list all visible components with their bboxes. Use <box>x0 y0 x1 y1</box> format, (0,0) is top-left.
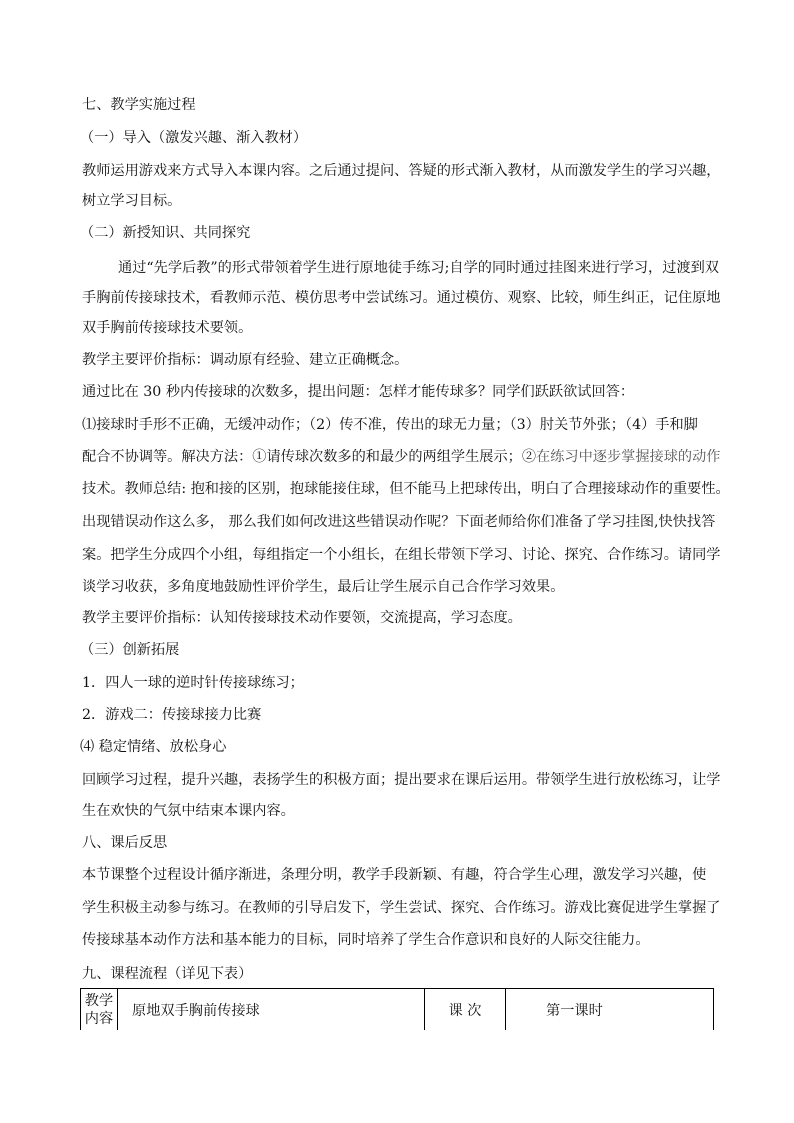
section-7-heading: 七、教学实施过程 <box>82 97 196 113</box>
text-span-light: 在练习中逐步掌握接球的动作 <box>536 449 721 465</box>
text-span: 配合不协调等。解决方法：①请传球次数多的和最少的两组学生展示；② <box>82 449 537 465</box>
paragraph-line: 手胸前传接球技术，看教师示范、模仿思考中尝试练习。通过模仿、观察、比较，师生纠正，记住原地 <box>82 290 721 306</box>
paragraph-line: ⑴接球时手形不正确，无缓冲动作；（2）传不准，传出的球无力量；（3）肘关节外张；（4）手和脚 <box>82 417 698 433</box>
course-flow-table <box>80 988 714 1030</box>
paragraph-line: 出现错误动作这么多， 那么我们如何改进这些错误动作呢？下面老师给你们准备了学习挂图,快快找答 <box>82 514 716 530</box>
list-item: 1．四人一球的逆时针传接球练习； <box>82 675 304 691</box>
table-row <box>81 989 714 1031</box>
lesson-label-cell: 课 次 <box>425 989 506 1031</box>
paragraph-line: 谈学习收获，多角度地鼓励性评价学生，最后让学生展示自己合作学习效果。 <box>82 579 565 595</box>
section-7-2-heading: （二）新授知识、共同探究 <box>80 225 251 241</box>
content-value-cell: 原地双手胸前传接球 <box>118 989 425 1031</box>
paragraph-line: 双手胸前传接球技术要领。 <box>82 320 253 336</box>
evaluation-line: 教学主要评价指标：认知传接球技术动作要领，交流提高，学习态度。 <box>82 610 522 626</box>
paragraph-line: 树立学习目标。 <box>82 193 182 209</box>
paragraph-line: 通过比在 30 秒内传接球的次数多，提出问题：怎样才能传球多？同学们跃跃欲试回答： <box>82 384 635 400</box>
content-label-cell <box>81 989 118 1031</box>
paragraph-line: 教师运用游戏来方式导入本课内容。之后通过提问、答疑的形式渐入教材，从而激发学生的学习兴趣， <box>82 163 721 179</box>
paragraph-line <box>82 447 720 467</box>
evaluation-line: 教学主要评价指标：调动原有经验、建立正确概念。 <box>82 352 409 368</box>
paragraph-line: 生在欢快的气氛中结束本课内容。 <box>82 803 295 819</box>
section-7-3-heading: （三）创新拓展 <box>80 642 180 658</box>
paragraph-line: 技术。教师总结: 抱和接的区别，抱球能接住球，但不能马上把球传出，明白了合理接球动作的重要性。 <box>82 481 730 497</box>
paragraph-line: 学生积极主动参与练习。在教师的引导启发下，学生尝试、探究、合作练习。游戏比赛促进学生掌握了 <box>82 900 721 916</box>
section-9-heading: 九、课程流程（详见下表） <box>82 966 253 982</box>
paragraph-line: 传接球基本动作方法和基本能力的目标，同时培养了学生合作意识和良好的人际交往能力。 <box>82 932 650 948</box>
section-8-heading: 八、课后反思 <box>82 835 168 851</box>
lesson-value-cell: 第一课时 <box>506 989 714 1031</box>
paragraph-line: 案。把学生分成四个小组，每组指定一个小组长，在组长带领下学习、讨论、探究、合作练习。请同学 <box>82 547 721 563</box>
paragraph-line: 通过“先学后教”的形式带领着学生进行原地徒手练习;自学的同时通过挂图来进行学习，过渡到双 <box>118 260 719 276</box>
section-7-4-heading: ⑷ 稳定情绪、放松身心 <box>80 739 227 755</box>
paragraph-line: 回顾学习过程，提升兴趣，表扬学生的积极方面；提出要求在课后运用。带领学生进行放松练习，让学 <box>82 772 721 788</box>
content-label-line-1: 教学 <box>84 992 114 1009</box>
section-7-1-heading: （一）导入（激发兴趣、渐入教材） <box>80 130 308 146</box>
list-item: 2．游戏二：传接球接力比赛 <box>82 707 262 723</box>
content-label-line-2: 内容 <box>84 1010 114 1027</box>
paragraph-line: 本节课整个过程设计循序渐进，条理分明，教学手段新颖、有趣，符合学生心理，激发学习兴趣，使 <box>82 867 707 883</box>
